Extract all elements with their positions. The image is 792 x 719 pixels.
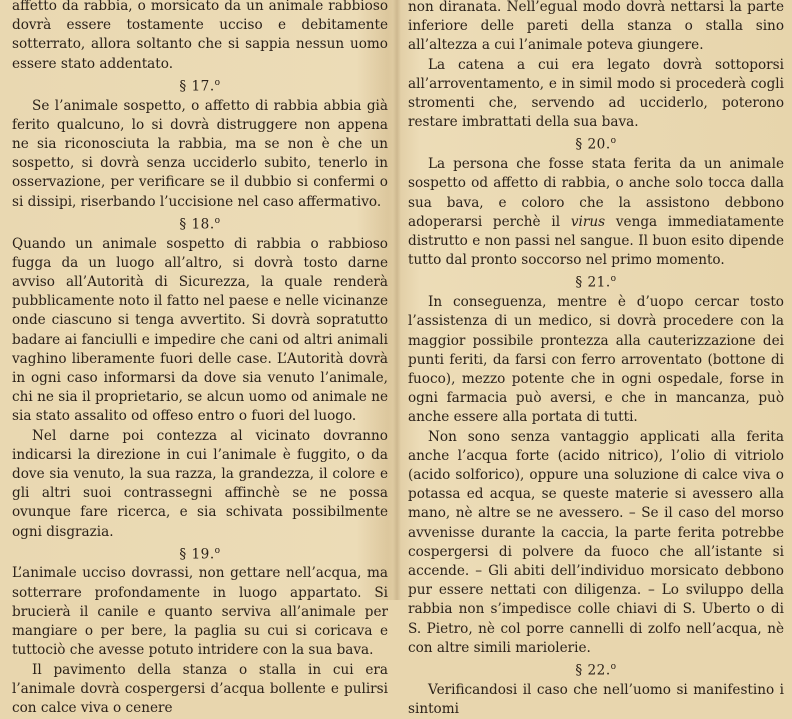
section-number: § 22. [575, 662, 611, 679]
paragraph-top-continuation: non diranata. Nell’egual modo dovrà nettarsi la parte inferiore delle pareti della stanza o stalla sino all’altezza a cui l’animale poteva giungere. [408, 0, 784, 54]
degree-mark: o [610, 661, 617, 672]
paragraph-20-text: La persona che fosse stata ferita da un animale sospetto od affetto di rabbia, o anche solo tocca dalla sua bava, e coloro che la assistono debbono adoperarsi perchè il [408, 156, 784, 230]
paragraph-18a: Quando un animale sospetto di rabbia o rabbioso fugga da un luogo all’altro, si dovrà tosto darne avviso all’Autorità di Sicurezza, la quale renderà pubblicamente noto il fatto nel paese e nelle vicinanze onde ciascuno si tenga avvertito. Si dovrà sopratutto badare ai fanciulli e impedire che cani od altri animali vaghino liberamente fuori delle case. L’Autorità dovrà in ogni caso informarsi da dove sia venuto l’animale, chi ne sia il proprietario, se alcun uomo od animale ne sia stato assalito od offeso entro o fuori del luogo. [12, 235, 388, 425]
page-gutter [393, 0, 401, 600]
paragraph-22: Verificandosi il caso che nell’uomo si manifestino i sintomi [408, 681, 784, 717]
paragraph-chain: La catena a cui era legato dovrà sottoporsi all’arroventamento, e in simil modo si procederà cogli stromenti che, servendo ad ucciderlo, poterono restare imbrattati della sua bava. [408, 56, 784, 131]
paragraph-17: Se l’animale sospetto, o affetto di rabbia abbia già ferito qualcuno, lo si dovrà distruggere non appena ne sia riconosciuta la rabbia, ma se non è che un sospetto, si dovrà senza ucciderlo subito, tenerlo in osservazione, per verificare se il dubbio si confermi o si dissipi, riserbando l’uccisione nel caso affermativo. [12, 97, 388, 210]
section-heading-17 [12, 74, 388, 97]
section-heading-22 [408, 658, 784, 681]
right-column [408, 0, 784, 717]
virus-italic: virus [570, 213, 606, 230]
left-column [12, 0, 388, 716]
section-number: § 19. [179, 546, 215, 563]
section-number: § 21. [575, 274, 611, 291]
paragraph-20 [408, 155, 784, 270]
paragraph-18b: Nel darne poi contezza al vicinato dovranno indicarsi la direzione in cui l’animale è fuggito, o da dove sia venuto, la sua razza, la grandezza, il colore e gli altri suoi contrassegni affinchè se ne possa ovunque fare ricerca, e sia schivata possibilmente ogni disgrazia. [12, 427, 388, 540]
section-heading-20 [408, 132, 784, 155]
section-number: § 20. [575, 136, 611, 153]
degree-mark: o [214, 77, 221, 88]
paragraph-19b: Il pavimento della stanza o stalla in cui era l’animale dovrà cospergersi d’acqua bollente e pulirsi con calce viva o cenere [12, 661, 388, 716]
section-heading-19 [12, 542, 388, 565]
section-number: § 17. [179, 78, 215, 95]
paragraph-top-continuation: affetto da rabbia, o morsicato da un animale rabbioso dovrà essere tostamente ucciso e debitamente sotterrato, allora soltanto che si sappia nessun uomo essere stato addentato. [12, 0, 388, 72]
degree-mark: o [214, 545, 221, 556]
paragraph-20-text-end: venga immediatamente distrutto e non passi nel sangue. Il buon esito dipende tutto dal pronto soccorso nel primo momento. [408, 213, 784, 269]
degree-mark: o [610, 274, 617, 285]
degree-mark: o [214, 215, 221, 226]
section-heading-21 [408, 270, 784, 293]
paragraph-19a: L’animale ucciso dovrassi, non gettare nell’acqua, ma sotterrare profondamente in luogo appartato. Si brucierà il canile e quanto serviva all’animale per mangiare o per bere, la paglia su cui si coricava e tuttociò che avesse potuto intridere con la sua bava. [12, 565, 388, 659]
paragraph-21a: In conseguenza, mentre è d’uopo cercar tosto l’assistenza di un medico, si dovrà procedere con la maggior possibile prontezza alla cauterizzazione dei punti feriti, da farsi con ferro arroventato (bottone di fuoco), mezzo potente che in ogni ospedale, forse in ogni farmacia può aversi, e che in mancanza, può anche essere alla portata di tutti. [408, 294, 784, 426]
degree-mark: o [610, 136, 617, 147]
section-number: § 18. [179, 216, 215, 233]
paragraph-21b: Non sono senza vantaggio applicati alla ferita anche l’acqua forte (acido nitrico), l’olio di vitriolo (acido solforico), oppure una soluzione di calce viva o potassa ed acqua, se queste materie si avessero alla mano, nè altre se ne avessero. – Se il caso del morso avvenisse durante la caccia, la parte ferita potrebbe cospergersi di polvere da fuoco che all’istante si accende. – Gli abiti dell’individuo morsicato debbono pur essere nettati con diligenza. – Lo sviluppo della rabbia non s’impedisce colle chiavi di S. Uberto o di S. Pietro, nè col porre cannelli di zolfo nell’acqua, nè con altre simili mariolerie. [408, 428, 784, 656]
section-heading-18 [12, 212, 388, 235]
